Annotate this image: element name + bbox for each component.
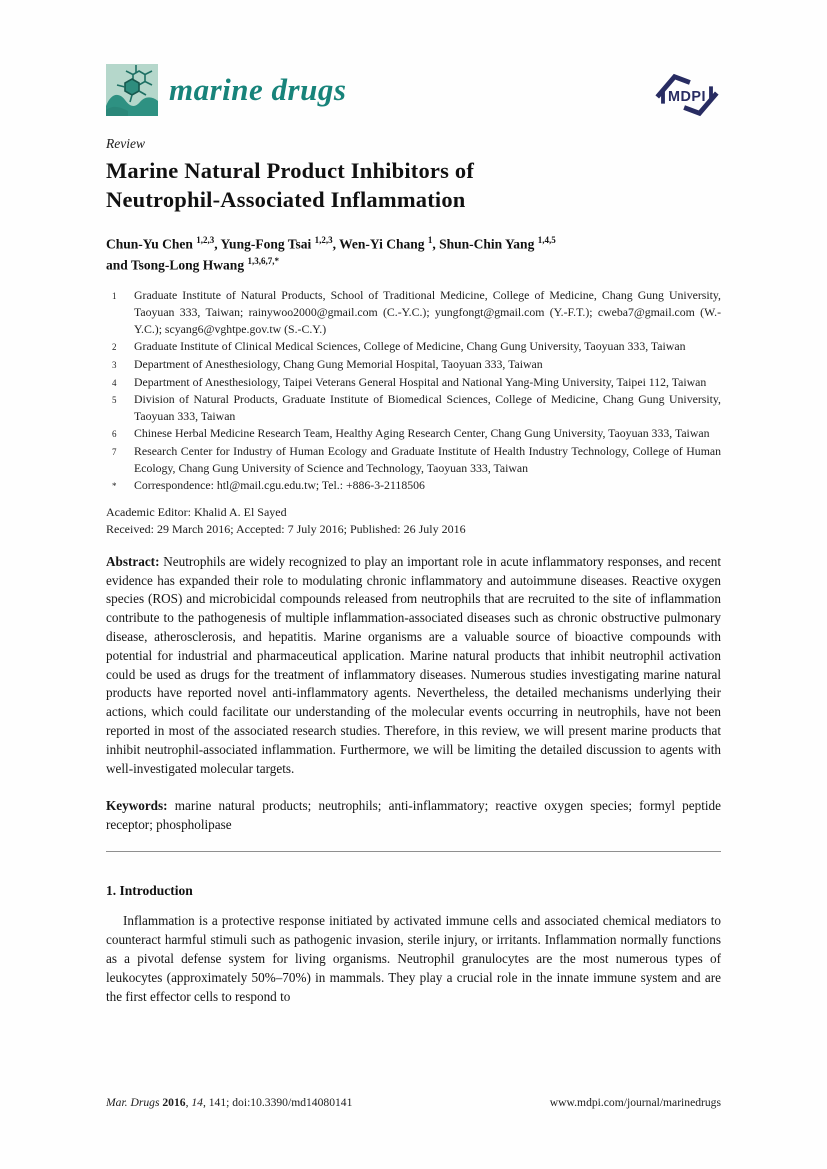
- affiliation-marker: 4: [112, 377, 117, 388]
- affiliation-marker: 7: [112, 447, 117, 458]
- affiliation-item: [106, 356, 721, 374]
- journal-brand: [106, 64, 346, 116]
- authors-line-2: and Tsong-Long Hwang $^{1,3,6,7,*}$: [106, 255, 279, 272]
- abstract-label: Abstract:: [106, 553, 160, 569]
- marine-drugs-logo-icon: [106, 64, 158, 116]
- affiliation-item: [106, 374, 721, 392]
- keywords: [106, 797, 721, 835]
- title-line-1: Marine Natural Product Inhibitors of: [106, 158, 475, 183]
- affiliation-text: Chinese Herbal Medicine Research Team, Healthy Aging Research Center, Chang Gung University, Taoyuan 333, Taiwan: [134, 426, 710, 441]
- title-line-2: Neutrophil-Associated Inflammation: [106, 187, 466, 212]
- affiliation-item: [106, 391, 721, 425]
- section-divider: [106, 851, 721, 852]
- affiliation-item: [106, 338, 721, 356]
- abstract: [106, 553, 721, 779]
- footer-journal-url[interactable]: www.mdpi.com/journal/marinedrugs: [549, 1096, 721, 1109]
- page-header: [106, 0, 721, 119]
- keywords-label: Keywords:: [106, 798, 168, 814]
- section-heading-introduction: 1. Introduction: [106, 883, 193, 899]
- keywords-text: marine natural products; neutrophils; anti-inflammatory; reactive oxygen species; formyl peptide receptor; phospholipase: [106, 798, 721, 833]
- authors-line-1: Chun-Yu Chen $^{1,2,3}$, Yung-Fong Tsai $^{1,2,3}$, Wen-Yi Chang $^1$, Shun-Chin Yang $^{1,4,5}$: [106, 235, 556, 252]
- article-type-label: Review: [106, 136, 145, 151]
- affiliation-item: [106, 477, 721, 495]
- authors-block: [106, 232, 721, 273]
- mdpi-logo-icon: [653, 71, 721, 119]
- affiliation-text: Correspondence: htl@mail.cgu.edu.tw; Tel.: +886-3-2118506: [134, 477, 425, 492]
- mdpi-label: MDPI: [668, 88, 706, 105]
- affiliation-text: Graduate Institute of Clinical Medical Sciences, College of Medicine, Chang Gung University, Taoyuan 333, Taiwan: [134, 338, 686, 353]
- page-title: [106, 156, 721, 214]
- affiliation-text: Division of Natural Products, Graduate Institute of Biomedical Sciences, College of Medicine, Chang Gung University, Taoyuan 333, Taiwan: [134, 392, 721, 424]
- footer-citation: Mar. Drugs 2016, 14, 141; doi:10.3390/md14080141: [106, 1096, 353, 1109]
- dates-line: Received: 29 March 2016; Accepted: 7 July 2016; Published: 26 July 2016: [106, 522, 466, 537]
- affiliation-item: [106, 287, 721, 338]
- journal-name: marine drugs: [169, 72, 347, 107]
- affiliation-marker: 5: [112, 395, 117, 406]
- intro-paragraph: Inflammation is a protective response initiated by activated immune cells and associated chemical mediators to counteract harmful stimuli such as pathogenic invasion, sterile injury, or irritants. Inflammation normally functions as a pivotal defense system for living organisms. Neutrophil granulocytes are the most numerous types of leukocytes (approximately 50%–70%) in mammals. They play a crucial role in the innate immune system and are the first effector cells to respond to: [106, 913, 721, 1005]
- affiliation-marker: 3: [112, 359, 117, 370]
- affiliation-text: Research Center for Industry of Human Ecology and Graduate Institute of Health Industry Technology, College of Human Ecology, Chang Gung University of Science and Technology, Taoyuan 333, Taiwan: [134, 444, 721, 476]
- affiliation-marker: 6: [112, 429, 117, 440]
- affiliation-item: [106, 443, 721, 477]
- meta-block: [106, 504, 721, 539]
- affiliation-text: Department of Anesthesiology, Taipei Veterans General Hospital and National Yang-Ming University, Taipei 112, Taiwan: [134, 374, 707, 389]
- affiliation-text: Graduate Institute of Natural Products, School of Traditional Medicine, College of Medicine, Chang Gung University, Taoyuan 333, Taiwan; rainywoo2000@gmail.com (C.-Y.C.); yungfongt@gmail.com (Y.-F.T.); cweba7@gmail.com (W.-Y.C.); scyang6@vghtpe.gov.tw (S.-C.Y.): [134, 288, 721, 336]
- affiliation-item: [106, 425, 721, 443]
- affiliation-marker: 1: [112, 291, 117, 301]
- abstract-text: Neutrophils are widely recognized to play an important role in acute inflammatory responses, and recent evidence has expanded their role to modulating chronic inflammatory and autoimmune diseases. Reactive oxygen species (ROS) and microbicidal compounds released from neutrophils that are recruited to the site of inflammation contribute to the pathogenesis of multiple inflammation-associated diseases such as chronic obstructive pulmonary disease, atherosclerosis, and hepatitis. Marine organisms are a valuable source of bioactive compounds with potential for industrial and pharmaceutical application. Marine natural products that inhibit neutrophil activation could be used as drugs for the treatment of inflammatory diseases. Numerous studies investigating marine natural products have reported novel anti-inflammatory agents. Nevertheless, the detailed mechanisms underlying their actions, which could facilitate our understanding of the molecular events occurring in neutrophils, have not been reported in most of the associated research studies. Therefore, in this review, we will present marine products that inhibit neutrophil-associated inflammation. Furthermore, we will be limiting the detailed discussion to agents with well-investigated molecular targets.: [106, 553, 722, 776]
- affiliations: [106, 287, 721, 495]
- affiliation-marker: *: [112, 480, 117, 491]
- affiliation-text: Department of Anesthesiology, Chang Gung Memorial Hospital, Taoyuan 333, Taiwan: [134, 356, 543, 371]
- page-footer: [106, 1096, 721, 1109]
- academic-editor-line: Academic Editor: Khalid A. El Sayed: [106, 504, 287, 519]
- affiliation-marker: 2: [112, 341, 117, 352]
